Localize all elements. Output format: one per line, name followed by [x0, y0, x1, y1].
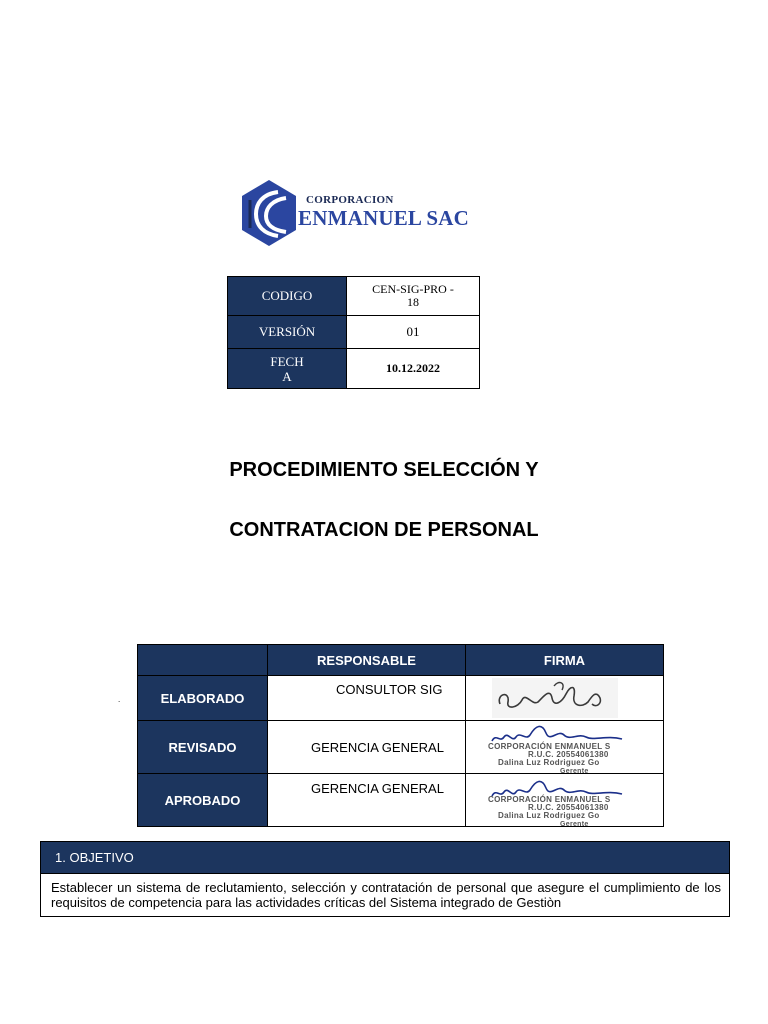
date-row	[228, 349, 480, 389]
code-value-line-2: 18	[407, 295, 419, 309]
header-firma: FIRMA	[466, 645, 664, 676]
responsable-elaborado	[268, 676, 466, 721]
approval-table	[137, 644, 664, 827]
date-value: 10.12.2022	[347, 349, 480, 389]
responsable-elaborado-text: CONSULTOR SIG	[336, 682, 443, 697]
date-label	[228, 349, 347, 389]
responsable-aprobado-text: GERENCIA GENERAL	[311, 781, 444, 796]
stamp-line-4: Gerente	[560, 768, 589, 773]
responsable-revisado-text: GERENCIA GENERAL	[311, 739, 444, 755]
signature-elaborado	[466, 676, 664, 721]
objective-text: Establecer un sistema de reclutamiento, selección y contratación de personal que asegure el cumplimiento de los requisitos de competencia para las actividades críticas del Sistema integrado de Gestiòn	[41, 873, 729, 916]
stamp-line-2: R.U.C. 20554061380	[528, 803, 609, 812]
row-label-elaborado: ELABORADO	[138, 676, 268, 721]
page-title-line-1: PROCEDIMIENTO SELECCIÓN Y	[229, 459, 539, 481]
date-label-line-2: A	[282, 368, 292, 384]
stamp-line-4: Gerente	[560, 821, 589, 826]
margin-dot: .	[118, 695, 121, 704]
approval-row-revisado	[138, 721, 664, 774]
logo-line-2: ENMANUEL SAC	[298, 206, 470, 230]
page-title-line-2: CONTRATACION DE PERSONAL	[229, 519, 539, 541]
objective-heading: 1. OBJETIVO	[41, 842, 729, 873]
row-label-aprobado: APROBADO	[138, 774, 268, 827]
stamp-line-1: CORPORACIÓN ENMANUEL S	[488, 795, 611, 804]
document-code-table	[227, 276, 480, 389]
objective-section	[40, 841, 730, 917]
stamp-signature-revisado	[486, 721, 662, 773]
version-value: 01	[347, 316, 480, 349]
stamp-line-3: Dalina Luz Rodriguez Go	[498, 811, 600, 820]
code-value-line-1: CEN-SIG-PRO -	[372, 282, 454, 296]
stamp-line-2: R.U.C. 20554061380	[528, 750, 609, 759]
company-logo	[238, 178, 478, 250]
responsable-aprobado	[268, 774, 466, 827]
stamp-line-1: CORPORACIÓN ENMANUEL S	[488, 742, 611, 751]
signature-aprobado	[466, 774, 664, 827]
code-row	[228, 277, 480, 316]
handwritten-signature-icon	[492, 678, 618, 718]
code-label: CODIGO	[228, 277, 347, 316]
date-label-line-1: FECH	[270, 353, 304, 369]
approval-header-empty	[138, 645, 268, 676]
code-value	[347, 277, 480, 316]
header-responsable: RESPONSABLE	[268, 645, 466, 676]
version-label: VERSIÓN	[228, 316, 347, 349]
approval-header-row	[138, 645, 664, 676]
logo-mark-icon	[238, 178, 300, 248]
stamp-line-3: Dalina Luz Rodriguez Go	[498, 758, 600, 767]
approval-row-elaborado	[138, 676, 664, 721]
stamp-signature-aprobado	[486, 774, 662, 826]
row-label-revisado: REVISADO	[138, 721, 268, 774]
responsable-revisado	[268, 721, 466, 774]
version-row	[228, 316, 480, 349]
signature-revisado	[466, 721, 664, 774]
approval-row-aprobado	[138, 774, 664, 827]
logo-line-1: CORPORACION	[306, 194, 394, 206]
